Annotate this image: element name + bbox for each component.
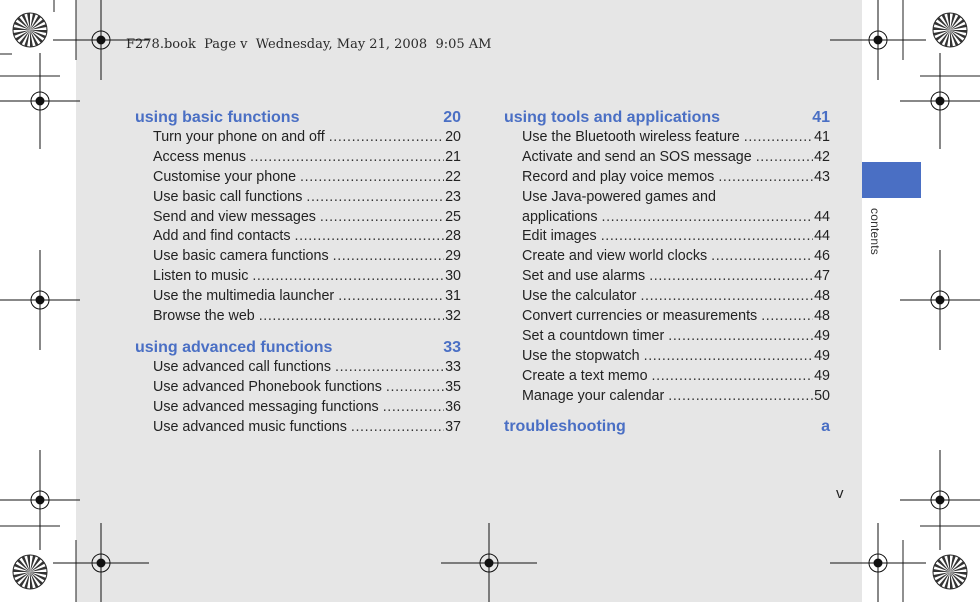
toc-section-page: a bbox=[821, 418, 830, 436]
toc-entry-title: Record and play voice memos bbox=[522, 168, 715, 185]
toc-entry-page: 43 bbox=[814, 168, 830, 185]
toc-entry-title: Use advanced call functions bbox=[153, 358, 332, 375]
toc-entry-title: Turn your phone on and off bbox=[153, 129, 325, 145]
toc-entry-page: 28 bbox=[445, 228, 461, 245]
toc-entry-page: 44 bbox=[814, 208, 830, 225]
toc-entry-page: 47 bbox=[814, 268, 830, 285]
toc-entry-page: 31 bbox=[445, 288, 461, 305]
toc-entry-title: Use the calculator bbox=[522, 288, 637, 305]
toc-entry-page: 23 bbox=[445, 188, 461, 205]
toc-entry-page: 29 bbox=[445, 248, 461, 265]
registration-target bbox=[830, 0, 926, 80]
registration-target bbox=[0, 450, 80, 550]
registration-target bbox=[441, 523, 537, 602]
toc-entry-page: 48 bbox=[814, 308, 830, 325]
toc-entry-page: 25 bbox=[445, 208, 461, 225]
toc-entry-page: 36 bbox=[445, 398, 461, 415]
registration-target bbox=[830, 523, 926, 602]
registration-target bbox=[900, 250, 980, 350]
toc-entry-title: Access menus bbox=[153, 148, 246, 165]
starburst-target bbox=[13, 13, 47, 47]
toc-section-title: using basic functions bbox=[135, 109, 300, 126]
registration-target bbox=[53, 0, 149, 80]
toc-section-page: 33 bbox=[443, 338, 461, 356]
registration-target bbox=[900, 450, 980, 550]
toc-entry-title: Use advanced messaging functions bbox=[153, 398, 379, 415]
toc-entry-title: Add and find contacts bbox=[153, 228, 291, 245]
toc-entry-title: Use advanced Phonebook functions bbox=[153, 378, 382, 395]
toc-entry-page: 48 bbox=[814, 288, 830, 305]
toc-entry-title: Use the multimedia launcher bbox=[153, 288, 335, 305]
toc-section-title: using tools and applications bbox=[504, 109, 721, 126]
toc-entry-title: Use the Bluetooth wireless feature bbox=[522, 129, 740, 145]
starburst-target bbox=[933, 13, 967, 47]
toc-entry-page: 22 bbox=[445, 168, 461, 185]
toc-entry-title: Set a countdown timer bbox=[522, 327, 665, 344]
toc-entry-title: Edit images bbox=[522, 228, 597, 245]
registration-target bbox=[0, 250, 80, 350]
toc-entry-title: Use advanced music functions bbox=[153, 418, 347, 435]
toc-entry-title: Activate and send an SOS message bbox=[522, 148, 752, 165]
toc-entry-title: Use Java-powered games and bbox=[522, 188, 716, 205]
toc-entry-page: 49 bbox=[814, 327, 830, 344]
toc-entry-page: 50 bbox=[814, 387, 830, 404]
toc-entry-page: 44 bbox=[814, 228, 830, 245]
toc-entry-page: 37 bbox=[445, 418, 461, 435]
registration-target bbox=[0, 53, 80, 149]
toc-entry-page: 49 bbox=[814, 367, 830, 384]
toc-entry-page: 49 bbox=[814, 347, 830, 364]
toc-entry-title: Convert currencies or measurements bbox=[522, 308, 758, 325]
toc-entry-title: Browse the web bbox=[153, 308, 255, 325]
toc-section-title: troubleshooting bbox=[504, 418, 626, 436]
toc-entry-page: 32 bbox=[445, 308, 461, 325]
registration-target bbox=[900, 53, 980, 149]
toc-entry-title: Customise your phone bbox=[153, 168, 297, 185]
toc-entry-page: 41 bbox=[814, 129, 830, 145]
toc-entry-page: 21 bbox=[445, 148, 461, 165]
toc-entry-page: 20 bbox=[445, 129, 461, 145]
toc-section-page: 41 bbox=[812, 109, 830, 126]
toc-entry-title: Set and use alarms bbox=[522, 268, 646, 285]
toc-section-title: using advanced functions bbox=[135, 338, 333, 356]
registration-target bbox=[53, 523, 149, 602]
toc-entry-title: Send and view messages bbox=[153, 208, 316, 225]
toc-entry-page: 46 bbox=[814, 248, 830, 265]
toc-entry-title: Listen to music bbox=[153, 268, 249, 285]
toc-entry-page: 35 bbox=[445, 378, 461, 395]
page-number: v bbox=[836, 485, 844, 502]
starburst-target bbox=[13, 555, 47, 589]
toc-entry-page: 42 bbox=[814, 148, 830, 165]
chapter-tab-label: contents bbox=[868, 208, 882, 255]
toc-entry-title: applications bbox=[522, 208, 598, 225]
toc-entry-title: Manage your calendar bbox=[522, 387, 665, 404]
starburst-target bbox=[933, 555, 967, 589]
toc-entry-title: Use the stopwatch bbox=[522, 347, 640, 364]
toc-entry-title: Create and view world clocks bbox=[522, 248, 708, 265]
toc-entry-title: Use basic camera functions bbox=[153, 248, 329, 265]
toc-entry-title: Use basic call functions bbox=[153, 188, 303, 205]
toc-entry-title: Create a text memo bbox=[522, 367, 648, 384]
toc-entry-page: 30 bbox=[445, 268, 461, 285]
toc-section-page: 20 bbox=[443, 109, 461, 126]
toc-entry-page: 33 bbox=[445, 358, 461, 375]
print-header-stamp: F278.book Page v Wednesday, May 21, 2008 9:05 AM bbox=[126, 37, 492, 52]
